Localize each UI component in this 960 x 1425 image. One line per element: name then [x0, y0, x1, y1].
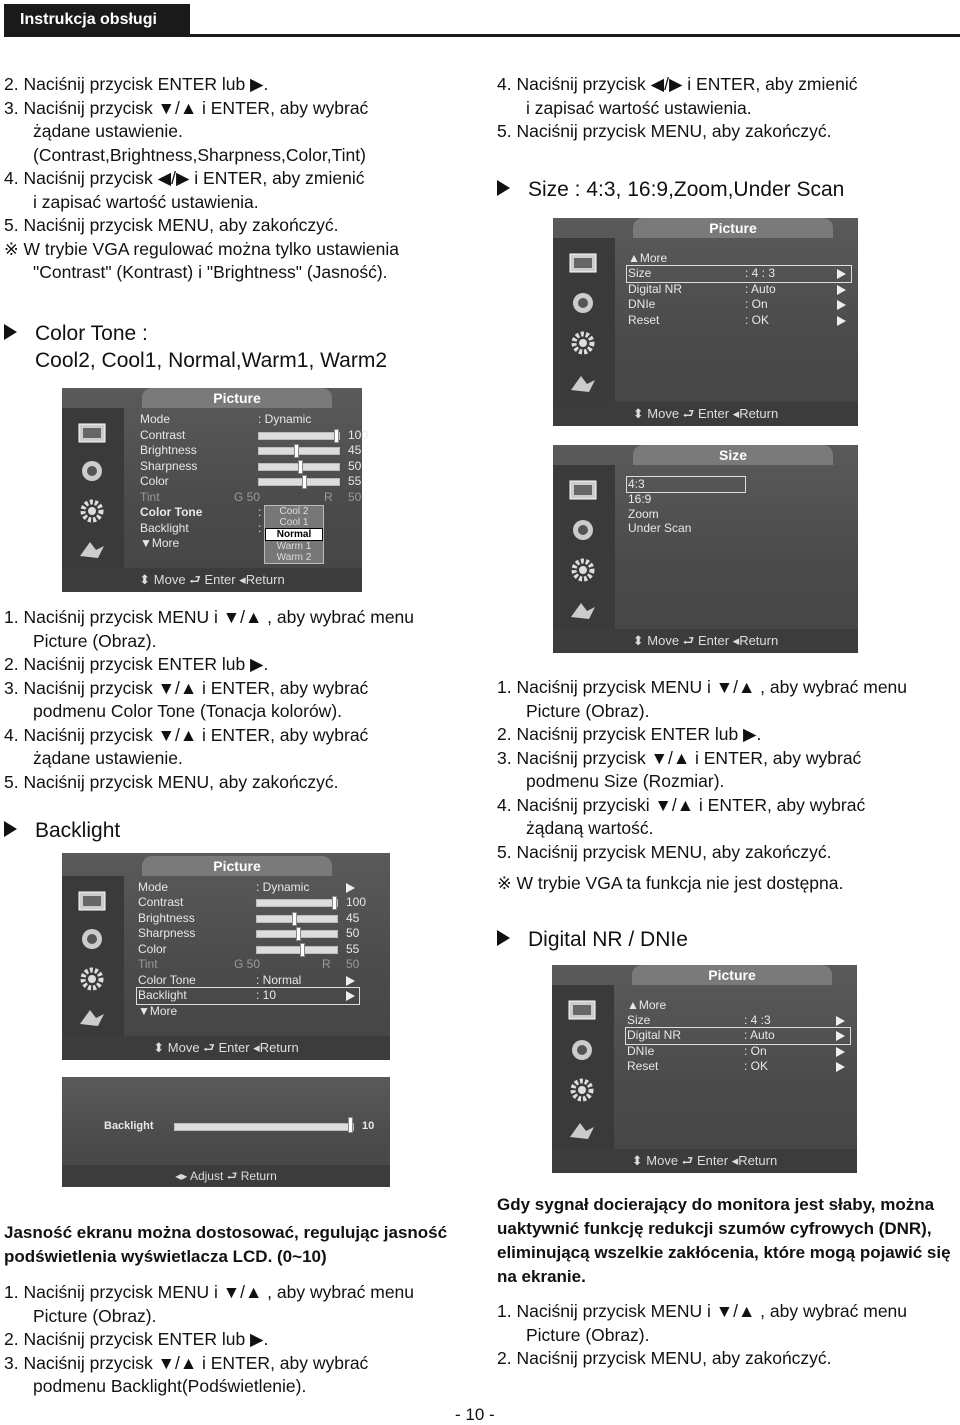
- step-line: 1. Naciśnij przycisk MENU i ▼/▲ , aby wybrać menu: [497, 1301, 908, 1321]
- osd-row-num: 50: [346, 957, 360, 971]
- sharpness-knob: [298, 460, 303, 474]
- step-line: żądane ustawienie.: [33, 121, 183, 141]
- selected-row-highlight: [626, 265, 852, 283]
- osd-row-label: ▲More: [627, 998, 667, 1012]
- osd-row-num: 100: [348, 428, 369, 442]
- osd-icon-column: [62, 408, 124, 568]
- osd-row-label: Sharpness: [140, 459, 198, 473]
- input-icon: [566, 1117, 598, 1143]
- step-line: 1. Naciśnij przycisk MENU i ▼/▲ , aby wybrać menu: [4, 1282, 415, 1302]
- osd-row-num: 50: [348, 459, 362, 473]
- osd-row-label: ▼More: [138, 1004, 178, 1018]
- sound-icon: [566, 1037, 598, 1063]
- step-line: i zapisać wartość ustawienia.: [526, 97, 752, 118]
- sound-icon: [76, 926, 108, 952]
- osd-row-label: Color Tone: [140, 505, 203, 519]
- brightness-knob: [292, 912, 297, 926]
- osd-row-label: Brightness: [138, 911, 195, 925]
- contrast-slider: [258, 432, 340, 440]
- osd-row-num: 45: [346, 911, 360, 925]
- osd-row-value: :: [258, 521, 262, 535]
- picture-icon: [76, 888, 108, 914]
- step-line: Picture (Obraz).: [33, 1305, 157, 1326]
- size-option[interactable]: Under Scan: [628, 521, 692, 535]
- submenu-arrow-icon: [346, 883, 355, 893]
- sound-icon: [567, 290, 599, 316]
- picture-icon: [567, 477, 599, 503]
- osd-row-num: 55: [346, 942, 360, 956]
- osd-row-num: 100: [346, 895, 367, 909]
- osd-icon-column: [62, 876, 124, 1036]
- gear-icon: [566, 1077, 598, 1103]
- osd-row-value: : On: [745, 297, 768, 311]
- step-line: 2. Naciśnij przycisk MENU, aby zakończyć.: [497, 1348, 832, 1368]
- osd-row-label: Size: [627, 1013, 651, 1027]
- osd-row-value: : On: [744, 1044, 767, 1058]
- osd-row-num: 55: [348, 474, 362, 488]
- osd-row-label: Reset: [628, 313, 660, 327]
- option-warm2[interactable]: Warm 2: [276, 552, 312, 563]
- osd-row-label: Digital NR: [628, 282, 683, 296]
- brightness-slider: [258, 447, 340, 455]
- osd-footer: ⬍ Move ⮐ Enter ◂Return: [552, 1149, 857, 1173]
- osd-footer: ⬍ Move ⮐ Enter ◂Return: [62, 1036, 390, 1060]
- osd-title: Size: [633, 445, 833, 465]
- step-line: 5. Naciśnij przycisk MENU, aby zakończyć.: [497, 121, 832, 141]
- osd-row-label: Backlight: [138, 988, 187, 1002]
- step-line: 5. Naciśnij przycisk MENU, aby zakończyć.: [4, 215, 339, 235]
- step-line: 5. Naciśnij przycisk MENU, aby zakończyć.: [497, 841, 832, 862]
- option-warm1[interactable]: Warm 1: [276, 541, 312, 552]
- osd-row-label: Reset: [627, 1059, 659, 1073]
- step-line: 4. Naciśnij przycisk ▼/▲ i ENTER, aby wybrać: [4, 724, 369, 745]
- input-icon: [76, 1004, 108, 1030]
- left-top-steps: [4, 73, 474, 285]
- right-top-steps: [497, 73, 957, 144]
- osd-backlight: [62, 853, 390, 1059]
- osd-title: Picture: [632, 965, 832, 985]
- header-rule: [4, 34, 960, 37]
- osd-row-label: ▲More: [628, 251, 668, 265]
- option-normal[interactable]: Normal: [265, 528, 323, 541]
- osd-row-num: 50: [346, 926, 360, 940]
- step-line: Picture (Obraz).: [33, 630, 157, 651]
- step-line: 4. Naciśnij przycisk ◀/▶ i ENTER, aby zmienić: [4, 168, 365, 188]
- osd-row-label: Tint: [138, 957, 158, 971]
- osd-row-label: Contrast: [138, 895, 184, 909]
- step-line: żądaną wartość.: [526, 818, 654, 838]
- dnr-steps: [497, 1300, 957, 1371]
- osd-row-label: Tint: [140, 490, 160, 504]
- osd-row-label: Size: [628, 266, 652, 280]
- osd-row-value: G 50: [234, 490, 261, 504]
- note-line: "Contrast" (Kontrast) i "Brightness" (Jasność).: [33, 262, 388, 282]
- bar-label: Backlight: [104, 1120, 154, 1132]
- osd-icon-column: [553, 465, 615, 629]
- osd-row-value: : 4 : 3: [745, 266, 776, 280]
- osd-row-label: Backlight: [140, 521, 189, 535]
- contrast-knob: [332, 896, 337, 910]
- backlight-slider-knob[interactable]: [348, 1117, 353, 1133]
- step-line: podmenu Backlight(Podświetlenie).: [33, 1376, 307, 1396]
- manual-header-tab: Instrukcja obsługi: [4, 4, 190, 36]
- step-line: Picture (Obraz).: [526, 700, 650, 721]
- step-line: 3. Naciśnij przycisk ▼/▲ i ENTER, aby wybrać: [4, 677, 369, 698]
- step-line: 1. Naciśnij przycisk MENU i ▼/▲ , aby wybrać menu: [4, 607, 415, 627]
- osd-row-label: Mode: [138, 880, 169, 894]
- osd-backlight-bar: [62, 1077, 390, 1187]
- dnr-description: Gdy sygnał docierający do monitora jest słaby, można uaktywnić funkcję redukcji szumów cyfrowych (DNR), eliminującą wszelkie zakłócenia, które mogą pojawić się na ekranie.: [497, 1195, 951, 1286]
- color-knob: [302, 475, 307, 489]
- size-option[interactable]: Zoom: [628, 507, 659, 521]
- osd-row-label: DNIe: [628, 297, 656, 311]
- bar-value: 10: [362, 1120, 375, 1132]
- step-line: 3. Naciśnij przycisk ▼/▲ i ENTER, aby wybrać: [4, 1352, 369, 1373]
- osd-row-label: Mode: [140, 412, 171, 426]
- submenu-arrow-icon: [837, 269, 846, 279]
- contrast-knob: [334, 429, 339, 443]
- gear-icon: [567, 557, 599, 583]
- osd-footer: ⬍ Move ⮐ Enter ◂Return: [553, 629, 858, 653]
- bullet-triangle-icon: [497, 930, 510, 946]
- backlight-heading: Backlight: [4, 817, 120, 844]
- bullet-triangle-icon: [497, 180, 510, 196]
- osd-size-options: [553, 445, 858, 653]
- submenu-arrow-icon: [836, 1031, 845, 1041]
- osd-row-label: DNIe: [627, 1044, 655, 1058]
- gear-icon: [76, 966, 108, 992]
- size-option[interactable]: 16:9: [628, 492, 652, 506]
- step-line: 3. Naciśnij przycisk ▼/▲ i ENTER, aby wybrać: [4, 97, 369, 118]
- step-line: 5. Naciśnij przycisk MENU, aby zakończyć.: [4, 771, 339, 792]
- gear-icon: [76, 498, 108, 524]
- osd-title: Picture: [142, 388, 332, 408]
- osd-row-num: 50: [348, 490, 362, 504]
- osd-row-label: Color: [138, 942, 167, 956]
- osd-row-r: R: [322, 957, 331, 971]
- color-tone-options: [264, 505, 324, 564]
- osd-row-value: : OK: [744, 1059, 769, 1073]
- osd-row-value: : Auto: [745, 282, 776, 296]
- contrast-slider: [256, 899, 338, 907]
- step-line: 4. Naciśnij przyciski ▼/▲ i ENTER, aby wybrać: [497, 794, 866, 815]
- step-line: 4. Naciśnij przycisk ◀/▶ i ENTER, aby zmienić: [497, 74, 858, 94]
- osd-dnr: [552, 965, 857, 1173]
- submenu-arrow-icon: [837, 285, 846, 295]
- size-steps: [497, 676, 957, 896]
- option-cool2[interactable]: Cool 2: [279, 506, 309, 517]
- picture-icon: [567, 250, 599, 276]
- step-line: 2. Naciśnij przycisk ENTER lub ▶.: [497, 724, 762, 744]
- color-tone-steps: [4, 606, 474, 794]
- step-line: 1. Naciśnij przycisk MENU i ▼/▲ , aby wybrać menu: [497, 677, 908, 697]
- sound-icon: [76, 458, 108, 484]
- submenu-arrow-icon: [836, 1062, 845, 1072]
- backlight-slider[interactable]: [174, 1123, 354, 1131]
- brightness-knob: [294, 444, 299, 458]
- submenu-arrow-icon: [346, 991, 355, 1001]
- osd-row-value: :: [258, 505, 262, 519]
- osd-icon-column: [552, 985, 614, 1149]
- osd-row-label: ▼More: [140, 536, 180, 550]
- page-number: - 10 -: [455, 1405, 495, 1424]
- osd-color-tone: [62, 388, 369, 592]
- step-line: podmenu Color Tone (Tonacja kolorów).: [33, 701, 343, 721]
- osd-footer: ⬍ Move ⮐ Enter ◂Return: [62, 568, 362, 592]
- osd-row-label: Color: [140, 474, 169, 488]
- submenu-arrow-icon: [837, 300, 846, 310]
- osd-row-value: : 10: [256, 988, 277, 1002]
- submenu-arrow-icon: [837, 316, 846, 326]
- step-line: podmenu Size (Rozmiar).: [526, 771, 725, 791]
- osd-row-label: Contrast: [140, 428, 186, 442]
- backlight-steps: [4, 1281, 474, 1399]
- note-line: ※ W trybie VGA regulować można tylko ustawienia: [4, 238, 399, 259]
- backlight-description: Jasność ekranu można dostosować, regulując jasność podświetlenia wyświetlacza LCD. (0~10): [4, 1223, 448, 1266]
- picture-icon: [76, 420, 108, 446]
- submenu-arrow-icon: [836, 1016, 845, 1026]
- osd-row-label: Color Tone: [138, 973, 196, 987]
- osd-row-value: : OK: [745, 313, 770, 327]
- bullet-triangle-icon: [4, 324, 17, 340]
- step-line: żądane ustawienie.: [33, 748, 183, 768]
- osd-footer: ◂▸ Adjust ⮐ Return: [62, 1165, 390, 1187]
- osd-row-value: : Normal: [256, 973, 302, 987]
- osd-row-r: R: [324, 490, 333, 504]
- color-tone-heading: Color Tone :: [4, 320, 148, 347]
- osd-icon-column: [553, 238, 615, 402]
- sound-icon: [567, 517, 599, 543]
- step-line: 3. Naciśnij przycisk ▼/▲ i ENTER, aby wybrać: [497, 747, 862, 768]
- osd-row-label: Digital NR: [627, 1028, 682, 1042]
- osd-row-value: : Dynamic: [258, 412, 312, 426]
- option-cool1[interactable]: Cool 1: [279, 517, 309, 528]
- step-line: 2. Naciśnij przycisk ENTER lub ▶.: [4, 74, 269, 94]
- osd-row-label: Brightness: [140, 443, 197, 457]
- osd-row-num: 45: [348, 443, 362, 457]
- submenu-arrow-icon: [836, 1047, 845, 1057]
- color-slider: [256, 946, 338, 954]
- submenu-arrow-icon: [346, 976, 355, 986]
- osd-title: Picture: [142, 856, 332, 876]
- osd-row-label: Sharpness: [138, 926, 196, 940]
- step-line: Picture (Obraz).: [526, 1324, 650, 1345]
- osd-row-value: G 50: [234, 957, 261, 971]
- osd-footer: ⬍ Move ⮐ Enter ◂Return: [553, 402, 858, 426]
- input-icon: [76, 536, 108, 562]
- step-line: 2. Naciśnij przycisk ENTER lub ▶.: [4, 1329, 269, 1349]
- step-line: (Contrast,Brightness,Sharpness,Color,Tint): [33, 144, 366, 165]
- dnr-heading: Digital NR / DNIe: [497, 926, 688, 953]
- color-slider: [258, 478, 340, 486]
- bullet-triangle-icon: [4, 821, 17, 837]
- picture-icon: [566, 997, 598, 1023]
- step-line: 2. Naciśnij przycisk ENTER lub ▶.: [4, 654, 269, 674]
- step-line: i zapisać wartość ustawienia.: [33, 191, 259, 212]
- color-knob: [300, 943, 305, 957]
- input-icon: [567, 370, 599, 396]
- note-line: ※ W trybie VGA ta funkcja nie jest dostępna.: [497, 873, 844, 893]
- osd-title: Picture: [633, 218, 833, 238]
- size-option[interactable]: 4:3: [628, 477, 645, 491]
- osd-row-value: : 4 :3: [744, 1013, 771, 1027]
- gear-icon: [567, 330, 599, 356]
- osd-size-picture: [553, 218, 858, 426]
- osd-row-value: : Dynamic: [256, 880, 310, 894]
- brightness-slider: [256, 915, 338, 923]
- color-tone-subheading: Cool2, Cool1, Normal,Warm1, Warm2: [35, 349, 388, 372]
- input-icon: [567, 597, 599, 623]
- sharpness-knob: [296, 927, 301, 941]
- size-heading: Size : 4:3, 16:9,Zoom,Under Scan: [497, 176, 844, 203]
- osd-row-value: : Auto: [744, 1028, 775, 1042]
